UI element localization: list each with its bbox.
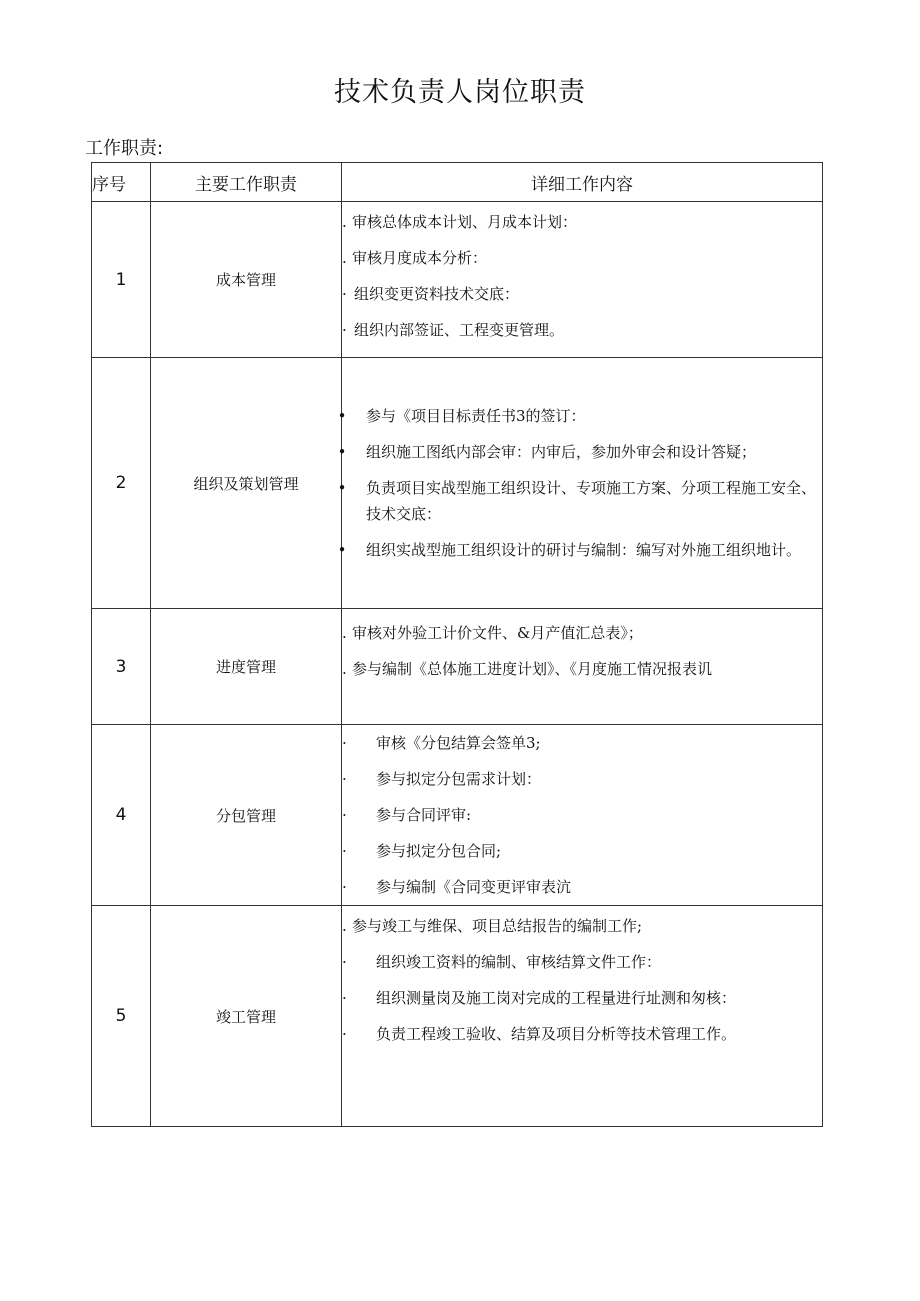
row-duty: 组织及策划管理 [151,358,342,609]
section-label: 工作职责: [85,138,164,159]
header-detail: 详细工作内容 [342,163,823,202]
table-header-row [92,163,823,202]
detail-item: · 负责工程竣工验收、结算及项目分析等技术管理工作。 [342,1025,737,1043]
table-row [92,358,823,609]
row-detail [342,725,823,906]
detail-item: . 参与竣工与维保、项目总结报告的编制工作; [342,917,643,935]
row-detail [337,358,823,609]
detail-item: . 审核月度成本分析： [342,249,488,267]
row-detail [342,609,823,725]
row-duty: 进度管理 [151,609,342,725]
detail-item: · 组织测量岗及施工岗对完成的工程量进行址测和匆核： [342,989,737,1007]
detail-item: . 参与编制《总体施工进度计划》、《月度施工情况报表讥 [342,660,713,678]
table-row [92,202,823,358]
detail-item: · 参与拟定分包合同; [342,842,502,860]
detail-item: · 组织变更资料技术交底： [342,285,520,303]
detail-item: • 负责项目实战型施工组织设计、专项施工方案、分项工程施工安全、技术交底： [337,479,817,523]
row-detail [342,202,823,358]
row-duty: 成本管理 [151,202,342,358]
table-row [92,906,823,1127]
row-detail [342,906,823,1127]
detail-item: · 组织内部签证、工程变更管理。 [342,321,565,339]
row-number: 5 [92,906,151,1127]
detail-item: · 参与拟定分包需求计划： [342,770,542,788]
detail-item: · 组织竣工资料的编制、审核结算文件工作： [342,953,662,971]
table-row [92,725,823,906]
detail-item: • 组织实战型施工组织设计的研讨与编制：编写对外施工组织地计。 [337,541,802,559]
detail-item: · 审核《分包结算会签单3; [342,734,541,752]
duties-table [91,162,823,1127]
row-duty: 分包管理 [151,725,342,906]
page-title: 技术负责人岗位职责 [334,77,586,108]
detail-item: . 审核总体成本计划、月成本计划： [342,213,578,231]
header-no: 序号 [92,163,151,202]
row-number: 3 [92,609,151,725]
detail-item: · 参与合同评审: [342,806,472,824]
row-number: 4 [92,725,151,906]
row-duty: 竣工管理 [151,906,342,1127]
detail-item: · 参与编制《合同变更评审表沆 [342,878,572,896]
row-number: 2 [92,358,151,609]
row-number: 1 [92,202,151,358]
detail-item: • 参与《项目目标责任书3的签订： [337,407,586,425]
detail-item: . 审核对外验工计价文件、&月产值汇总表》； [342,624,643,642]
detail-item: • 组织施工图纸内部会审：内审后，参加外审会和设计答疑； [337,443,757,461]
table-row [92,609,823,725]
header-duty: 主要工作职责 [151,163,342,202]
